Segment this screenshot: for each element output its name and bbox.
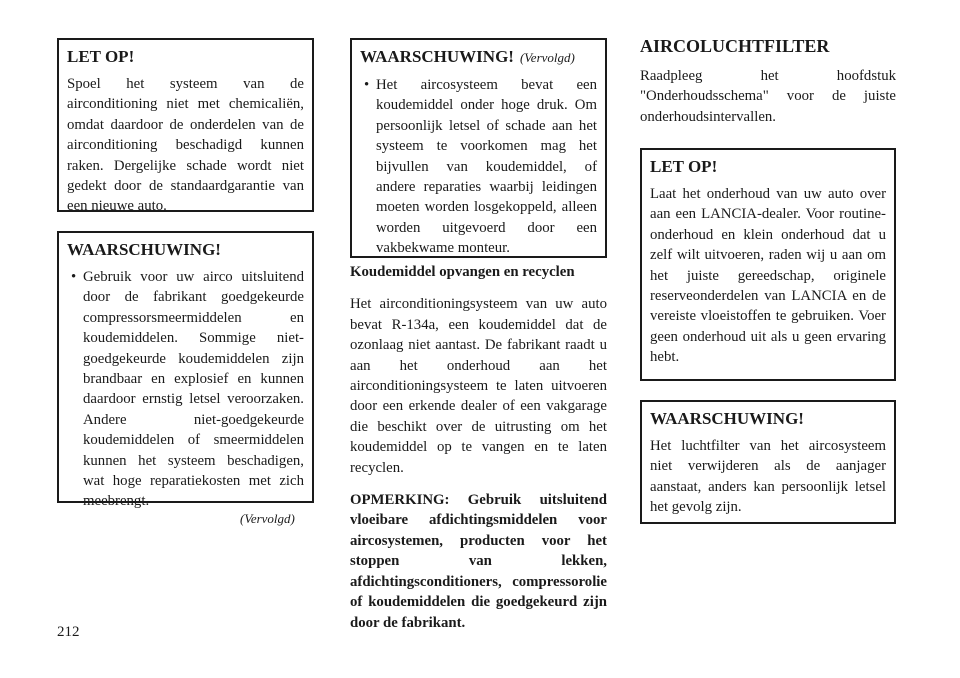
caution-box-flushing — [57, 38, 314, 215]
caution-text: Spoel het systeem van de airconditioning niet met chemicaliën, omdat daardoor de onderdelen van de airconditioning beschadigd kunnen raken. Dergelijke schade wordt niet gedekt door de standaardgarantie van een nieuwe auto. — [67, 76, 304, 215]
warning-bullet — [67, 267, 304, 512]
bullet-icon: • — [71, 269, 77, 285]
warning-bullet-text: Gebruik voor uw airco uitsluitend door de fabrikant goedgekeurde compressorsmeermiddelen en koudemiddelen. Sommige niet-goedgekeurde koudemiddelen zijn brandbaar en explosief en kunnen daardoor ernstig letsel veroorzaken. Andere niet-goedgekeurde koudemiddelen of smeermiddelen kunnen het systeem beschadigen, wat hoge reparatiekosten met zich meebrengt. — [83, 269, 304, 510]
page-number: 212 — [57, 624, 80, 640]
warning-title: WAARSCHUWING! — [650, 409, 804, 428]
refrigerant-section — [350, 262, 607, 633]
warning-box-continued — [350, 38, 607, 258]
refrigerant-paragraph: Het airconditioningsysteem van uw auto bevat R-134a, een koudemiddel dat de ozonlaag niet aantast. De fabrikant raadt u aan het onderhoud aan het airconditioningsysteem te laten uitvoeren door een erkende dealer of een vakgarage die beschikt over de uitrusting om het koudemiddel op te vangen en te laten recyclen. — [350, 296, 607, 476]
warning-box-filter — [640, 400, 896, 524]
caution-title: LET OP! — [650, 157, 718, 176]
section-heading: AIRCOLUCHTFILTER — [640, 36, 830, 56]
caution-box-maintenance — [640, 148, 896, 381]
warning-box-refrigerants — [57, 231, 314, 510]
bullet-icon: • — [364, 77, 370, 93]
warning-bullet-text: Het aircosysteem bevat een koudemiddel onder hoge druk. Om persoonlijk letsel of schade aan het systeem te voorkomen mag het bijvullen van koudemiddel, of andere reparaties waarbij leidingen moeten worden losgekoppeld, alleen worden uitgevoerd door een vakbekwame monteur. — [376, 77, 597, 257]
continued-label: (Vervolgd) — [240, 511, 295, 526]
warning-title: WAARSCHUWING! — [67, 240, 221, 259]
continued-tag: (Vervolgd) — [519, 50, 575, 65]
warning-title-text: WAARSCHUWING! — [360, 47, 514, 66]
subheading: Koudemiddel opvangen en recyclen — [350, 264, 575, 280]
filter-section — [640, 34, 896, 127]
caution-text: Laat het onderhoud van uw auto over aan een LANCIA-dealer. Voor routine-onderhoud en klein onderhoud dat u zelf wilt uitvoeren, raden wij u aan om het juiste gereedschap, originele reserveonderdelen van LANCIA en de vereiste vloeistoffen te gebruiken. Voer geen onderhoud uit als u geen ervaring hebt. — [650, 186, 886, 366]
caution-title: LET OP! — [67, 47, 135, 66]
note-text: OPMERKING: Gebruik uitsluitend vloeibare afdichtingsmiddelen voor aircosystemen, producten voor het stoppen van lekken, afdichtingsconditioners, compressorolie of koudemiddelen die goedgekeurd zijn door de fabrikant. — [350, 492, 607, 631]
warning-title-continued — [360, 46, 597, 69]
intro-text: Raadpleeg het hoofdstuk "Onderhoudsschema" voor de juiste onderhoudsintervallen. — [640, 68, 896, 125]
warning-text: Het luchtfilter van het aircosysteem niet verwijderen als de aanjager aanstaat, anders kan persoonlijk letsel het gevolg zijn. — [650, 438, 886, 516]
warning-bullet — [360, 75, 597, 259]
